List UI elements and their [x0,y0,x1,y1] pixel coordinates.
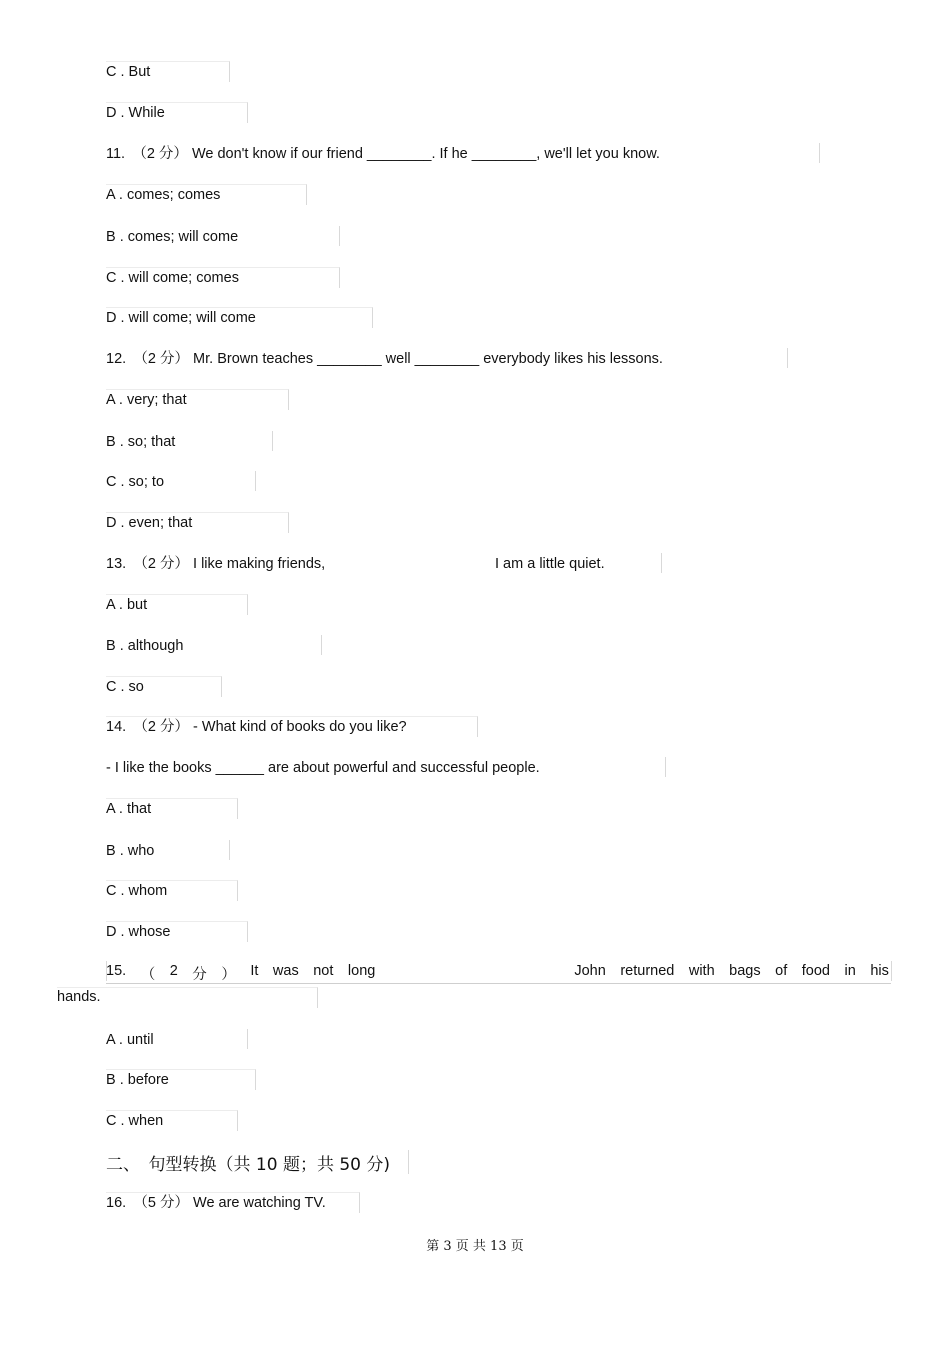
section-frame [106,1150,409,1174]
option-frame [106,226,340,246]
option-frame [106,389,289,410]
option-c: C . whom [106,883,168,899]
option-frame [106,594,248,615]
option-frame [106,471,256,491]
question-14: 14. （2 分） - What kind of books do you like? [106,719,407,735]
option-frame [106,880,238,901]
q15-word: 分 [192,967,207,983]
option-frame [106,798,238,819]
page-footer: 第 3 页 共 13 页 [426,1239,524,1254]
option-frame [106,431,273,451]
option-frame [106,61,230,82]
q15-word: with [688,963,715,979]
question-16: 16. （5 分） We are watching TV. [106,1195,326,1211]
question-frame [106,961,892,981]
section-heading: 二、 句型转换（共 10 题；共 50 分) [106,1155,391,1175]
q15-word: was [272,963,299,979]
question-13-tail: I am a little quiet. [495,556,605,572]
option-b: B . who [106,843,155,859]
question-12: 12. （2 分） Mr. Brown teaches ________ well ________ everybody likes his lessons. [106,351,663,367]
question-14-line2: - I like the books ______ are about powerful and successful people. [106,760,540,776]
question-frame [106,553,662,573]
option-b: B . comes; will come [106,229,239,245]
option-c: C . But [106,64,151,80]
option-d: D . whose [106,924,171,940]
option-frame [106,512,289,533]
option-b: B . so; that [106,434,176,450]
q15-word: his [870,963,889,979]
q15-word: in [844,963,856,979]
option-c: C . so; to [106,474,165,490]
q15-word: long [347,963,376,979]
divider [106,983,891,984]
option-frame [106,102,248,123]
q15-word: not [313,963,334,979]
q15-word: food [801,963,830,979]
q15-word: John [574,963,606,979]
option-a: A . very; that [106,392,187,408]
option-frame [106,1110,238,1131]
question-11: 11. （2 分） We don't know if our friend ________. If he ________, we'll let you know. [106,146,660,162]
q15-word: （ [140,967,156,983]
option-frame [106,267,340,288]
option-a: A . comes; comes [106,187,221,203]
option-d: D . While [106,105,165,121]
option-a: A . that [106,801,152,817]
question-frame [106,757,666,777]
option-frame [106,307,373,328]
option-a: A . until [106,1032,154,1048]
option-d: D . even; that [106,515,193,531]
question-frame [57,987,318,1008]
question-frame [106,348,788,368]
option-frame [106,1029,248,1049]
q15-word: 2 [169,963,178,979]
q15-word: bags [729,963,761,979]
question-frame [106,716,478,737]
q15-word: of [775,963,788,979]
option-a: A . but [106,597,148,613]
option-frame [106,840,230,860]
option-c: C . will come; comes [106,270,239,286]
question-frame [106,143,820,163]
option-frame [106,676,222,697]
option-b: B . although [106,638,184,654]
option-d: D . will come; will come [106,310,256,326]
q15-word: 15. [106,963,127,979]
q15-word: returned [620,963,675,979]
option-b: B . before [106,1072,169,1088]
q15-word: ） [221,967,236,983]
option-c: C . so [106,679,144,695]
option-frame [106,921,248,942]
option-c: C . when [106,1113,164,1129]
option-frame [106,184,307,205]
q15-word: It [250,963,259,979]
option-frame [106,635,322,655]
question-frame [106,1192,360,1213]
question-13: 13. （2 分） I like making friends, [106,556,326,572]
option-frame [106,1069,256,1090]
question-15-tail: hands. [57,989,101,1005]
